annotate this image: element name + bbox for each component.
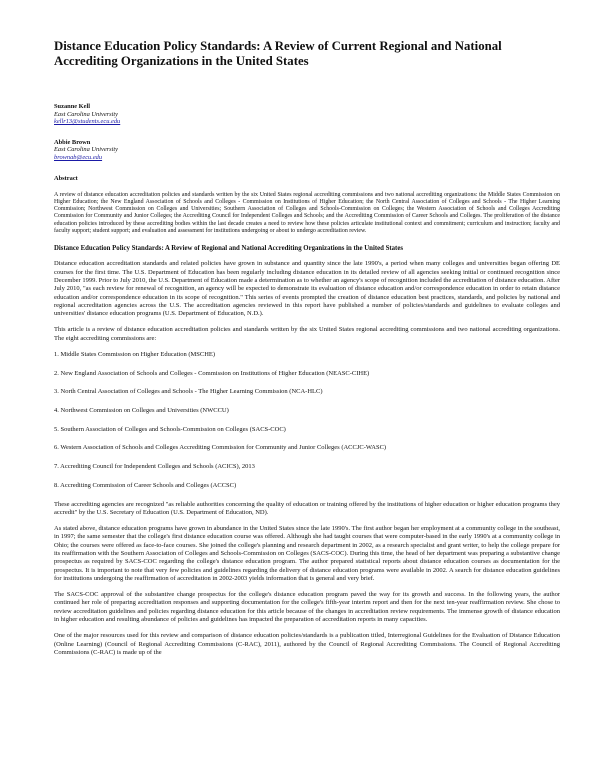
body-paragraph: The SACS-COC approval of the substantive change prospectus for the college's distance education program paved the way for its growth and success. In the following years, the author continued her role of preparing accreditation responses and supporting documentation for the college's fifth-year interim report and then for the next ten-year reaffirmation review. She chose to review accreditation guidelines and policies regarding distance education for this article because of the changes in accreditation review requirements. The immense growth of distance education in higher education and resulting abundance of policies and guidelines has impacted the preparation of accreditation reports in many capacities. xyxy=(54,591,560,624)
abstract-text: A review of distance education accreditation policies and standards written by the six United States regional accrediting commissions and two national accrediting organizations: the Middle States Commission on Higher Education; the New England Association of Schools and Colleges - Commission on Institutions of Higher Education; the North Central Association of Colleges and Schools - The Higher Learning Commission; Northwest Commission on Colleges and Universities; Southern Association of Colleges and Schools-Commission on Colleges; the Western Association of Schools and Colleges Accrediting Commission for Community and Junior Colleges; the Accrediting Council for Independent Colleges and Schools; and the Accrediting Commission of Career Schools and Colleges. The proliferation of the distance education policies introduced by these accrediting bodies within the last decade creates a need to review how these policies articulate institutional context and commitment; curriculum and instruction; faculty and faculty support; student support; and evaluation and assessment for institutions undergoing or about to undergo accreditation review. xyxy=(54,191,560,235)
accrediting-commissions-list xyxy=(54,351,560,490)
abstract-heading: Abstract xyxy=(54,174,78,182)
author-email-link[interactable]: kellr13@students.ecu.edu xyxy=(54,118,121,126)
section-heading: Distance Education Policy Standards: A Review of Regional and National Accrediting Organizations in the United States xyxy=(54,245,403,253)
body-paragraph: These accrediting agencies are recognized "as reliable authorities concerning the quality of education or training offered by the institutions of higher education or higher education programs they accredit" by the U.S. Secretary of Education (U.S. Department of Education, ND). xyxy=(54,500,560,516)
list-item: 4. Northwest Commission on Colleges and Universities (NWCCU) xyxy=(54,407,229,415)
author-email-link[interactable]: brownab@ecu.edu xyxy=(54,153,103,161)
list-item: 6. Western Association of Schools and Colleges Accrediting Commission for Community and Junior Colleges (ACCJC-WASC) xyxy=(54,444,387,452)
list-item: 7. Accrediting Council for Independent Colleges and Schools (ACICS), 2013 xyxy=(54,463,255,471)
author-name: Suzanne Kell xyxy=(54,103,91,110)
list-item: 2. New England Association of Schools and Colleges - Commission on Institutions of Higher Education (NEASC-CIHE) xyxy=(54,369,370,377)
list-item: 8. Accrediting Commission of Career Schools and Colleges (ACCSC) xyxy=(54,481,237,489)
author-affiliation: East Carolina University xyxy=(54,146,119,154)
author-block-1 xyxy=(54,103,560,126)
list-item: 1. Middle States Commission on Higher Education (MSCHE) xyxy=(54,351,216,359)
author-name: Abbie Brown xyxy=(54,138,91,146)
paper-title: Distance Education Policy Standards: A Review of Current Regional and National Accrediting Organizations in the United States xyxy=(54,39,502,68)
body-paragraph: As stated above, distance education programs have grown in abundance in the United States since the late 1990's. The first author began her employment at a community college in the southeast, in 1997; the same semester that the college's first distance education course was offered. Although she had taught courses that were computer-based in the early 1990's at a community college in Ohio; the courses were offered as face-to-face courses. She joined the college's planning and research department in 2002, as a research specialist and grant writer, to help the college prepare for its reaffirmation with the Southern Association of Colleges and Schools-Commission on Colleges (SACS-COC). During this time, the head of her department was preparing a substantive change prospectus as required by SACS-COC regarding the college's distance education program. The author prepared statistical reports about distance education courses as documentation for the prospectus. It is important to note that very few policies and guidelines regarding the delivery of distance education programs were available in 2002. A search for distance education guidelines for institutions undergoing the reaffirmation of accreditation in 2002-2003 yields information that is general and very brief. xyxy=(54,525,560,582)
body-paragraph: Distance education accreditation standards and related policies have grown in substance and quantity since the late 1990's, a period when many colleges and universities began offering DE courses for the first time. The U.S. Department of Education has been regularly including distance education in its detailed review of all agencies seeking initial or continued recognition since December 1999. Prior to July 2010, the U.S. Department of Education made a determination as to whether an agency's scope of recognition included the accreditation of distance education. After July 2010, "as each review for renewal of recognition, an agency will be expected to demonstrate its evaluation of distance education and/or correspondence education in order to retain distance education and/or correspondence education in its scope of recognition." This series of events prompted the creation of distance education best practices, standards, and policies by national and regional accreditation agencies across the U.S. The accreditation agencies reviewed in this report have published a number of policies/standards and guidelines to evaluate colleges and universities' distance education programs (U.S. Department of Education, N.D.). xyxy=(54,260,560,318)
author-affiliation: East Carolina University xyxy=(54,110,119,118)
body-paragraph: One of the major resources used for this review and comparison of distance education policies/standards is a publication titled, Interregional Guidelines for the Evaluation of Distance Education (Online Learning) (Council of Regional Accrediting Commissions (C-RAC), 2011), authored by the Council of Regional Accrediting Commissions. The Council of Regional Accrediting Commissions (C-RAC) is made up of the xyxy=(54,632,560,656)
body-paragraph: This article is a review of distance education accreditation policies and standards written by the six United States regional accrediting commissions and two national accrediting organizations. The eight accrediting commissions are: xyxy=(54,326,560,342)
list-item: 3. North Central Association of Colleges and Schools - The Higher Learning Commission (NCA-HLC) xyxy=(54,388,323,396)
list-item: 5. Southern Association of Colleges and Schools-Commission on Colleges (SACS-COC) xyxy=(54,425,286,433)
author-block-2 xyxy=(54,139,560,162)
